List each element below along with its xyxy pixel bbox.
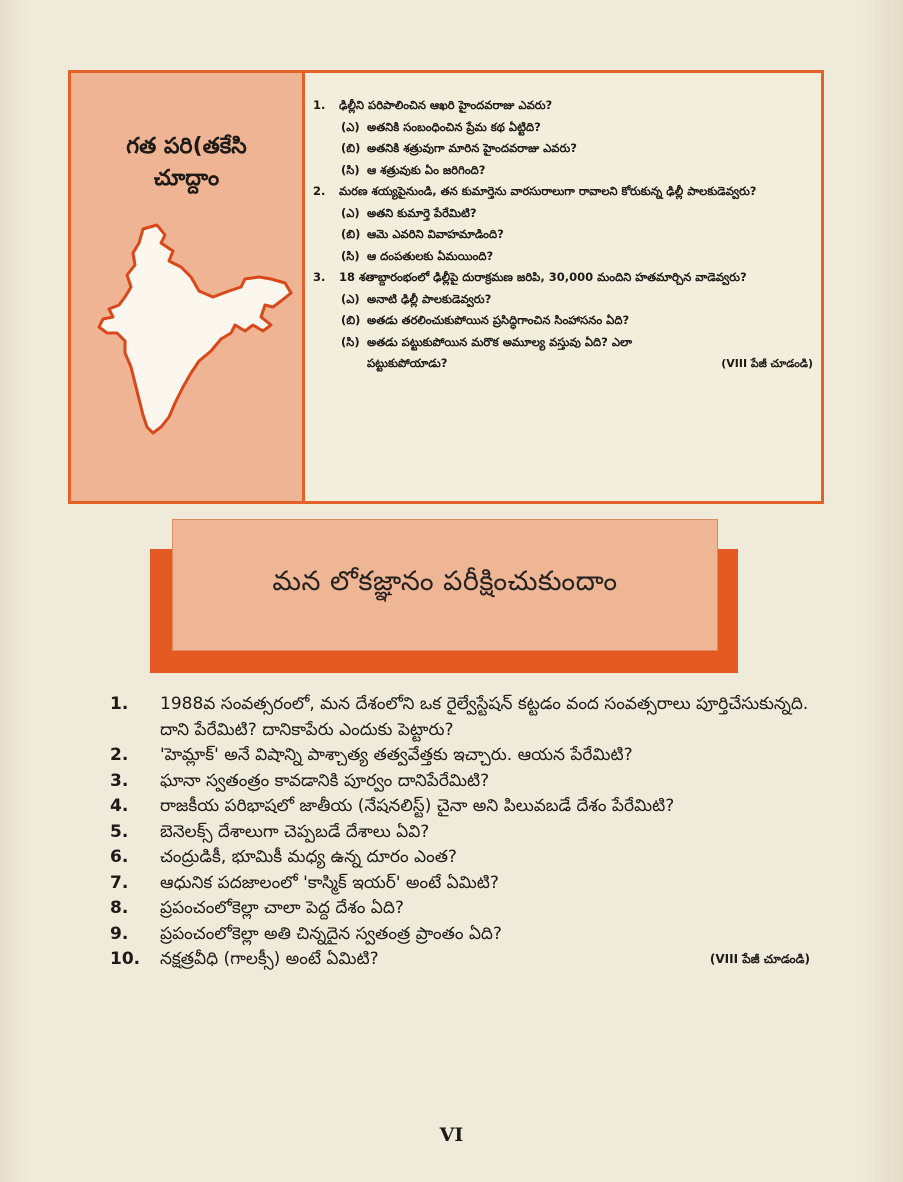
subitem-text: అనాటి ఢిల్లీ పాలకుడెవ్వరు? [367,291,492,306]
past-quiz-box [68,70,824,504]
past-quiz-subitem [341,138,813,160]
subitem-text: అతనికి సంబంధించిన ప్రేమ కథ ఏట్టిది? [367,119,541,134]
subitem-label: (బి) [341,227,361,241]
past-quiz-item [313,267,813,289]
subitem-text: అతడు పట్టుకుపోయిన మరొక అమూల్య వస్తువు ఏది? ఎలా [367,334,633,349]
banner-title: మన లోకజ్ఞానం పరీక్షించుకుందాం [272,566,618,597]
past-quiz-question: ఢిల్లీని పరిపాలించిన ఆఖరి హైందవరాజు ఎవరు? [339,98,553,112]
question-number: 7. [110,872,129,893]
past-quiz-heading-line2: చూద్దాం [153,166,220,191]
past-quiz-questions [305,73,821,501]
subitem-text: ఆ దంపతులకు ఏమయింది? [367,248,494,263]
subitem-label: (ఎ) [341,119,360,134]
past-quiz-number: 1. [313,98,326,112]
past-quiz-subitem [341,332,813,354]
subitem-text: అతడు తరలించుకుపోయిన ప్రసిద్ధిగాంచిన సింహాసనం ఏది? [367,313,630,327]
subitem-text: ఆమె ఎవరిని వివాహమాడింది? [367,227,504,241]
question-number: 1. [110,694,129,714]
question-item [110,692,810,743]
question-item [110,794,810,820]
past-quiz-heading [71,131,302,195]
question-text: 1988వ సంవత్సరంలో, మన దేశంలోని ఒక రైల్వేస్టేషన్ కట్టడం వంద సంవత్సరాలు పూర్తిచేసుకున్నది. దాని పేరేమిటి? దానికాపేరు ఎందుకు పెట్టారు? [160,694,809,740]
past-quiz-subitem [341,289,813,311]
question-number: 2. [110,745,129,765]
question-text: నక్షత్రవీధి (గాలక్సీ) అంటే ఏమిటి? [160,949,379,969]
subitem-label: (సి) [341,248,360,263]
past-quiz-item [313,181,813,203]
question-text-row [160,947,810,973]
see-page-note: (VIII పేజీ చూడండి) [721,357,813,370]
question-item [110,769,810,795]
past-quiz-number: 3. [313,270,326,284]
subitem-label: (ఎ) [341,291,360,306]
question-text: 'హెమ్లాక్' అనే విషాన్ని పాశ్చాత్య తత్వవేత్తకు ఇచ్చారు. ఆయన పేరేమిటి? [160,745,633,765]
past-quiz-subitem [341,224,813,246]
past-quiz-subitem [341,310,813,332]
question-item [110,871,810,897]
subitem-text: అతనికి శత్రువుగా మారిన హైందవరాజు ఎవరు? [367,141,577,155]
subitem-continuation: పట్టుకుపోయాడు? [367,356,448,370]
subitem-label: (బి) [341,141,361,155]
page-number: VI [439,1124,464,1146]
past-quiz-subitem [341,160,813,182]
past-quiz-heading-line1: గత పరి(తకేసి [126,134,247,159]
question-number: 6. [110,847,129,867]
question-number: 10. [110,949,141,969]
question-text: ఆధునిక పదజాలంలో 'కాస్మిక్ ఇయర్' అంటే ఏమిటి? [160,872,499,893]
question-item [110,845,810,871]
questions-list [110,692,810,973]
past-quiz-question: 18 శతాబ్దారంభంలో ఢిల్లీపై దురాక్రమణ జరిపి, 30,000 మందిని హతమార్చిన వాడెవ్వరు? [339,270,747,284]
past-quiz-subitem [341,117,813,139]
past-quiz-question: మరణ శయ్యపైనుండి, తన కుమార్తెను వారసురాలుగా రావాలని కోరుకున్న ఢిల్లీ పాలకుడెవ్వరు? [339,184,757,198]
see-page-note: (VIII పేజీ చూడండి) [709,952,810,966]
subitem-text: అతని కుమార్తె పేరేమిటి? [367,205,477,220]
question-text: చంద్రుడికీ, భూమికీ మధ్య ఉన్న దూరం ఎంత? [160,847,457,867]
past-quiz-side-panel [71,73,305,501]
subitem-label: (సి) [341,162,360,177]
question-item [110,820,810,846]
past-quiz-last-line [367,353,813,375]
question-number: 9. [110,923,129,944]
subitem-label: (బి) [341,313,361,327]
banner [172,519,718,651]
question-item [110,922,810,948]
question-item [110,896,810,922]
subitem-label: (ఎ) [341,205,360,220]
question-number: 8. [110,898,129,918]
subitem-label: (సి) [341,334,360,349]
question-text: ప్రపంచంలోకెల్లా చాలా పెద్ద దేశం ఏది? [160,898,404,918]
question-text: రాజకీయ పరిభాషలో జాతీయ (నేషనలిస్ట్) చైనా అని పిలువబడే దేశం పేరేమిటి? [160,796,675,816]
past-quiz-subitem [341,246,813,268]
question-number: 4. [110,796,129,816]
question-item [110,743,810,769]
past-quiz-number: 2. [313,184,326,198]
subitem-text: ఆ శత్రువుకు ఏం జరిగింది? [367,162,486,177]
question-text: బెనెలక్స్ దేశాలుగా చెప్పబడే దేశాలు ఏవి? [160,821,430,842]
past-quiz-item [313,95,813,117]
past-quiz-subitem [341,203,813,225]
question-text: ఘానా స్వతంత్రం కావడానికి పూర్వం దానిపేరేమిటి? [160,770,490,791]
question-number: 3. [110,770,129,791]
question-text: ప్రపంచంలోకెల్లా అతి చిన్నదైన స్వతంత్ర ప్రాంతం ఏది? [160,923,502,944]
india-map-icon [95,221,295,443]
question-item [110,947,810,973]
question-number: 5. [110,821,129,842]
